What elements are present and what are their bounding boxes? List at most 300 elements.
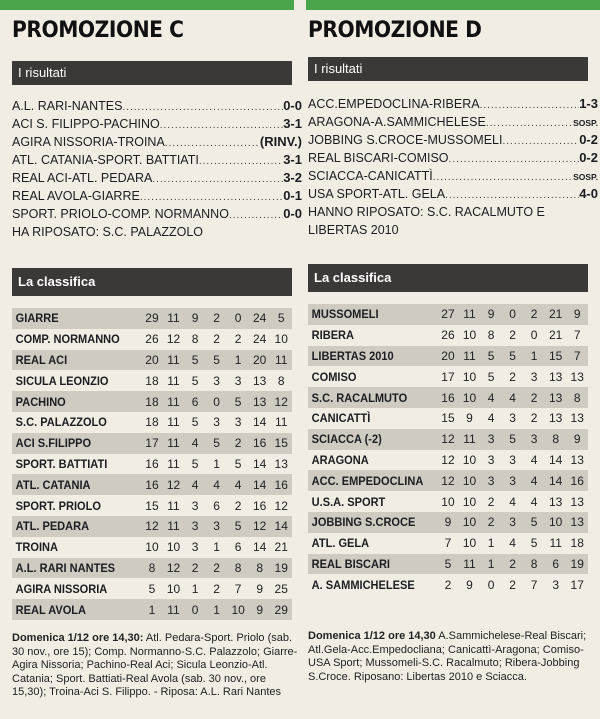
- stat-value: 10: [462, 369, 477, 384]
- top-bar-left: [0, 0, 294, 10]
- stat-value: 3: [234, 415, 242, 430]
- standings-row: [12, 308, 292, 329]
- result-row: [308, 95, 598, 113]
- match-name: REAL ACI-ATL. PEDARA: [12, 171, 153, 185]
- leader-dots: [152, 171, 283, 187]
- result-row: [12, 115, 302, 133]
- stat-value: 4: [530, 473, 538, 488]
- team-name: ACC. EMPEDOCLINA: [311, 473, 424, 488]
- results-heading: I risultati: [12, 61, 292, 85]
- stat-value: 3: [487, 473, 495, 488]
- match-score: 3-1: [283, 116, 302, 131]
- stat-value: 4: [487, 390, 495, 405]
- stat-value: 12: [274, 394, 288, 409]
- stat-value: 11: [167, 436, 180, 451]
- next-round-text: A.Sammichelese-Real Biscari; Atl.Gela-Acc.Empedocliana; Canicattì-Aragona; Comiso-USA Sport; Mussomeli-S.C. Racalmuto; Ribera-Jobbing S.Croce. Riposano: Libertas 2010 e Sciacca.: [308, 630, 587, 683]
- team-name: MUSSOMELI: [311, 307, 379, 322]
- stat-value: 5: [234, 394, 242, 409]
- team-name: COMP. NORMANNO: [15, 332, 120, 347]
- stat-value: 10: [274, 332, 288, 347]
- stat-value: 11: [274, 352, 288, 367]
- stat-value: 4: [509, 536, 516, 551]
- stat-value: 7: [573, 328, 581, 343]
- result-row: [12, 205, 302, 223]
- team-name: A. SAMMICHELESE: [311, 577, 415, 592]
- standings-table: [308, 304, 588, 595]
- standings-table: [12, 308, 292, 620]
- stat-value: 20: [253, 352, 267, 367]
- stat-value: 7: [444, 536, 452, 551]
- standings-row: [308, 429, 588, 450]
- stat-value: 17: [145, 436, 159, 451]
- stat-value: 9: [487, 307, 495, 322]
- stat-value: 4: [213, 477, 220, 492]
- stat-value: 6: [213, 498, 220, 513]
- stat-value: 12: [274, 498, 288, 513]
- stat-value: 15: [549, 348, 563, 363]
- stat-value: 9: [256, 581, 264, 596]
- match-score: 4-0: [579, 186, 598, 201]
- standings-row: [12, 454, 292, 475]
- stat-value: 26: [441, 328, 455, 343]
- stat-value: 3: [530, 432, 538, 447]
- result-row: [308, 185, 598, 203]
- stat-value: 7: [530, 577, 538, 592]
- leader-dots: [449, 151, 580, 167]
- stat-value: 9: [466, 577, 473, 592]
- stat-value: 4: [530, 494, 538, 509]
- stat-value: 12: [166, 477, 181, 492]
- standings-row: [12, 599, 292, 620]
- stat-value: 2: [213, 332, 220, 347]
- stat-value: 10: [231, 602, 245, 617]
- result-row: [12, 133, 302, 151]
- match-name: ARAGONA-A.SAMMICHELESE: [308, 115, 486, 129]
- stat-value: 7: [573, 348, 581, 363]
- stat-value: 1: [487, 556, 495, 571]
- stat-value: 5: [213, 436, 220, 451]
- stat-value: 11: [167, 602, 180, 617]
- stat-value: 21: [274, 540, 288, 555]
- match-name: USA SPORT-ATL. GELA: [308, 187, 446, 201]
- stat-value: 11: [167, 415, 180, 430]
- standings-row: [12, 578, 292, 599]
- stat-value: 10: [462, 515, 477, 530]
- match-name: ACI S. FILIPPO-PACHINO: [12, 117, 160, 131]
- team-name: TROINA: [15, 540, 58, 555]
- stat-value: 3: [509, 515, 516, 530]
- match-score: 0-0: [283, 206, 302, 221]
- standings-row: [12, 433, 292, 454]
- stat-value: 3: [509, 473, 516, 488]
- standings-row: [12, 537, 292, 558]
- stat-value: 2: [509, 328, 516, 343]
- team-name: SICULA LEONZIO: [15, 373, 109, 388]
- stat-value: 0: [234, 311, 242, 326]
- stat-value: 2: [487, 494, 495, 509]
- stat-value: 6: [191, 394, 199, 409]
- standings-row: [308, 470, 588, 491]
- stat-value: 3: [509, 411, 516, 426]
- stat-value: 8: [552, 432, 560, 447]
- stat-value: 2: [530, 411, 538, 426]
- stat-value: 21: [549, 328, 563, 343]
- stat-value: 3: [213, 415, 220, 430]
- stat-value: 14: [549, 473, 563, 488]
- team-name: U.S.A. SPORT: [311, 494, 386, 509]
- match-name: REAL AVOLA-GIARRE: [12, 189, 140, 203]
- stat-value: 2: [509, 577, 516, 592]
- stat-value: 3: [213, 519, 220, 534]
- stat-value: 13: [570, 515, 584, 530]
- stat-value: 16: [253, 436, 267, 451]
- stat-value: 18: [145, 394, 159, 409]
- team-name: LIBERTAS 2010: [311, 348, 394, 363]
- results-list: [308, 95, 598, 239]
- stat-value: 2: [213, 581, 220, 596]
- stat-value: 8: [573, 390, 581, 405]
- stat-value: 16: [145, 477, 159, 492]
- team-name: S.C. RACALMUTO: [311, 390, 408, 405]
- stat-value: 4: [509, 390, 516, 405]
- stat-value: 19: [274, 560, 288, 575]
- standings-row: [12, 370, 292, 391]
- standings-row: [308, 450, 588, 471]
- stat-value: 18: [570, 536, 584, 551]
- result-row: [308, 131, 598, 149]
- match-score: SOSP.: [573, 118, 598, 128]
- stat-value: 13: [570, 494, 584, 509]
- result-row: [12, 97, 302, 115]
- stat-value: 10: [462, 494, 477, 509]
- stat-value: 9: [256, 602, 264, 617]
- stat-value: 10: [462, 452, 477, 467]
- result-row: [12, 169, 302, 187]
- leader-dots: [480, 97, 580, 113]
- stat-value: 12: [166, 332, 181, 347]
- standings-row: [308, 408, 588, 429]
- stat-value: 1: [213, 602, 220, 617]
- stat-value: 11: [463, 432, 476, 447]
- stat-value: 5: [530, 536, 538, 551]
- result-row: [308, 113, 598, 131]
- standings-heading: La classifica: [308, 264, 588, 292]
- stat-value: 10: [462, 390, 477, 405]
- stat-value: 5: [277, 311, 285, 326]
- stat-value: 5: [530, 515, 538, 530]
- stat-value: 18: [145, 373, 159, 388]
- match-name: AGIRA NISSORIA-TROINA: [12, 135, 165, 149]
- stat-value: 21: [549, 307, 563, 322]
- team-name: GIARRE: [15, 311, 59, 326]
- team-name: ARAGONA: [311, 452, 369, 467]
- stat-value: 12: [253, 519, 267, 534]
- stat-value: 15: [145, 498, 159, 513]
- next-round-lead: Domenica 1/12 ore 14,30:: [12, 632, 144, 644]
- stat-value: 10: [166, 581, 181, 596]
- standings-row: [308, 387, 588, 408]
- standings-row: [12, 474, 292, 495]
- stat-value: 11: [463, 348, 476, 363]
- stat-value: 0: [487, 577, 495, 592]
- stat-value: 0: [509, 307, 516, 322]
- stat-value: 29: [274, 602, 288, 617]
- standings-row: [308, 574, 588, 595]
- match-name: ATL. CATANIA-SPORT. BATTIATI: [12, 153, 199, 167]
- standings-row: [12, 558, 292, 579]
- match-name: REAL BISCARI-COMISO: [308, 151, 449, 165]
- stat-value: 11: [167, 456, 180, 471]
- stat-value: 16: [570, 473, 584, 488]
- stat-value: 14: [253, 540, 267, 555]
- match-name: ACC.EMPEDOCLINA-RIBERA: [308, 97, 480, 111]
- leader-dots: [229, 207, 283, 223]
- team-name: A.L. RARI NANTES: [15, 560, 116, 575]
- stat-value: 15: [441, 411, 455, 426]
- stat-value: 9: [191, 311, 199, 326]
- stat-value: 12: [441, 452, 455, 467]
- stat-value: 8: [530, 556, 538, 571]
- stat-value: 13: [549, 369, 563, 384]
- stat-value: 20: [145, 352, 159, 367]
- leader-dots: [445, 187, 579, 203]
- stat-value: 11: [463, 556, 476, 571]
- match-score: 0-2: [579, 132, 598, 147]
- standings-row: [308, 533, 588, 554]
- results-list: [12, 97, 302, 241]
- stat-value: 25: [274, 581, 288, 596]
- stat-value: 8: [256, 560, 264, 575]
- stat-value: 1: [191, 581, 199, 596]
- team-name: JOBBING S.CROCE: [311, 515, 416, 530]
- result-row: [308, 167, 598, 185]
- stat-value: 14: [253, 477, 267, 492]
- stat-value: 1: [487, 536, 495, 551]
- stat-value: 13: [549, 390, 563, 405]
- stat-value: 0: [530, 328, 538, 343]
- stat-value: 14: [253, 415, 267, 430]
- stat-value: 26: [145, 332, 159, 347]
- standings-row: [308, 366, 588, 387]
- team-name: ATL. PEDARA: [15, 519, 90, 534]
- stat-value: 3: [213, 373, 220, 388]
- next-round-note: [12, 632, 302, 700]
- stat-value: 16: [441, 390, 455, 405]
- stat-value: 5: [213, 352, 220, 367]
- team-name: ATL. CATANIA: [15, 477, 91, 492]
- stat-value: 14: [274, 519, 288, 534]
- stat-value: 4: [191, 436, 199, 451]
- stat-value: 2: [191, 560, 199, 575]
- stat-value: 2: [234, 436, 242, 451]
- stat-value: 0: [191, 602, 199, 617]
- match-score: 3-1: [283, 152, 302, 167]
- match-name: SCIACCA-CANICATTÌ: [308, 169, 433, 183]
- stat-value: 5: [191, 456, 199, 471]
- stat-value: 19: [570, 556, 584, 571]
- stat-value: 8: [191, 332, 199, 347]
- standings-row: [12, 350, 292, 371]
- standings-row: [12, 391, 292, 412]
- stat-value: 3: [509, 452, 516, 467]
- stat-value: 14: [253, 456, 267, 471]
- stat-value: 5: [487, 348, 495, 363]
- stat-value: 24: [253, 332, 267, 347]
- stat-value: 17: [441, 369, 455, 384]
- stat-value: 7: [234, 581, 242, 596]
- section-title: PROMOZIONE C: [12, 18, 184, 43]
- stat-value: 10: [166, 540, 181, 555]
- stat-value: 5: [509, 348, 516, 363]
- stat-value: 24: [253, 311, 267, 326]
- stat-value: 5: [191, 415, 199, 430]
- stat-value: 3: [530, 369, 538, 384]
- team-name: S.C. PALAZZOLO: [15, 415, 107, 430]
- match-score: 3-2: [283, 170, 302, 185]
- stat-value: 20: [441, 348, 455, 363]
- stat-value: 0: [213, 394, 220, 409]
- stat-value: 11: [167, 352, 180, 367]
- team-name: COMISO: [311, 369, 357, 384]
- stat-value: 13: [549, 494, 563, 509]
- leader-dots: [160, 117, 283, 133]
- section-title: PROMOZIONE D: [308, 18, 482, 43]
- stat-value: 13: [570, 452, 584, 467]
- stat-value: 1: [213, 456, 220, 471]
- match-name: JOBBING S.CROCE-MUSSOMELI: [308, 133, 503, 147]
- stat-value: 15: [274, 436, 288, 451]
- leader-dots: [433, 169, 573, 185]
- leader-dots: [486, 115, 573, 131]
- standings-row: [308, 346, 588, 367]
- leader-dots: [122, 99, 283, 115]
- stat-value: 13: [274, 456, 288, 471]
- stat-value: 12: [145, 519, 159, 534]
- team-name: ATL. GELA: [311, 536, 370, 551]
- stat-value: 10: [462, 536, 477, 551]
- match-name: SPORT. PRIOLO-COMP. NORMANNO: [12, 207, 229, 221]
- stat-value: 3: [487, 432, 495, 447]
- stat-value: 8: [487, 328, 495, 343]
- results-heading: I risultati: [308, 57, 588, 81]
- standings-row: [12, 495, 292, 516]
- stat-value: 2: [487, 515, 495, 530]
- stat-value: 1: [530, 348, 538, 363]
- top-color-bar: [0, 0, 600, 12]
- standings-row: [308, 512, 588, 533]
- standings-row: [12, 516, 292, 537]
- stat-value: 5: [509, 432, 516, 447]
- team-name: AGIRA NISSORIA: [15, 581, 108, 596]
- match-score: (RINV.): [259, 134, 302, 149]
- result-row: [12, 187, 302, 205]
- stat-value: 3: [487, 452, 495, 467]
- stat-value: 11: [167, 311, 180, 326]
- stat-value: 29: [145, 311, 159, 326]
- team-name: REAL ACI: [15, 352, 68, 367]
- stat-value: 3: [191, 540, 199, 555]
- stat-value: 2: [530, 307, 538, 322]
- standings-heading: La classifica: [12, 268, 292, 296]
- stat-value: 5: [234, 456, 242, 471]
- result-row: [308, 149, 598, 167]
- stat-value: 1: [148, 602, 156, 617]
- stat-value: 27: [441, 307, 455, 322]
- stat-value: 11: [167, 373, 180, 388]
- stat-value: 1: [213, 540, 220, 555]
- stat-value: 13: [253, 373, 267, 388]
- stat-value: 12: [441, 473, 455, 488]
- stat-value: 11: [167, 394, 180, 409]
- stat-value: 17: [570, 577, 584, 592]
- team-name: RIBERA: [311, 328, 355, 343]
- stat-value: 2: [213, 560, 220, 575]
- stat-value: 11: [549, 536, 562, 551]
- stat-value: 10: [145, 540, 159, 555]
- leader-dots: [502, 133, 579, 149]
- stat-value: 5: [191, 352, 199, 367]
- stat-value: 13: [253, 394, 267, 409]
- standings-row: [308, 491, 588, 512]
- match-score: SOSP.: [573, 172, 598, 182]
- stat-value: 10: [462, 473, 477, 488]
- rest-note: HA RIPOSATO: S.C. PALAZZOLO: [12, 225, 204, 239]
- match-score: 0-2: [579, 150, 598, 165]
- stat-value: 2: [234, 498, 242, 513]
- stat-value: 13: [570, 411, 584, 426]
- stat-value: 10: [441, 494, 455, 509]
- stat-value: 2: [530, 390, 538, 405]
- next-round-note: [308, 630, 598, 684]
- stat-value: 4: [234, 477, 242, 492]
- standings-row: [308, 554, 588, 575]
- stat-value: 8: [148, 560, 156, 575]
- stat-value: 13: [570, 369, 584, 384]
- team-name: REAL AVOLA: [15, 602, 87, 617]
- stat-value: 5: [148, 581, 156, 596]
- standings-row: [12, 329, 292, 350]
- stat-value: 11: [274, 415, 288, 430]
- team-name: SPORT. PRIOLO: [15, 498, 101, 513]
- match-name: A.L. RARI-NANTES: [12, 99, 123, 113]
- stat-value: 12: [166, 560, 181, 575]
- next-round-text: Atl. Pedara-Sport. Priolo (sab. 30 nov., ore 15); Comp. Normanno-S.C. Palazzolo; Giarre-Agira Nissoria; Pachino-Real Aci; Sicula Leonzio-Atl. Catania; Sport. Battiati-Real Avola (sab. 30 nov., ore 15,30); Troina-Aci S. Filippo. - Riposa: A.L. Rari Nantes: [12, 632, 298, 698]
- stat-value: 13: [549, 411, 563, 426]
- stat-value: 14: [549, 452, 563, 467]
- stat-value: 9: [573, 307, 581, 322]
- stat-value: 8: [234, 560, 242, 575]
- match-score: 0-1: [283, 188, 302, 203]
- stat-value: 4: [191, 477, 199, 492]
- stat-value: 1: [234, 352, 242, 367]
- match-score: 0-0: [283, 98, 302, 113]
- stat-value: 4: [509, 494, 516, 509]
- match-score: 1-3: [579, 96, 598, 111]
- stat-value: 11: [167, 519, 180, 534]
- stat-value: 11: [463, 307, 476, 322]
- result-row: [12, 151, 302, 169]
- stat-value: 5: [487, 369, 495, 384]
- leader-dots: [140, 189, 283, 205]
- stat-value: 10: [462, 328, 477, 343]
- stat-value: 2: [509, 556, 516, 571]
- standings-row: [12, 412, 292, 433]
- stat-value: 5: [444, 556, 452, 571]
- stat-value: 2: [234, 332, 242, 347]
- team-name: PACHINO: [15, 394, 66, 409]
- team-name: ACI S.FILIPPO: [15, 436, 92, 451]
- leader-dots: [199, 153, 283, 169]
